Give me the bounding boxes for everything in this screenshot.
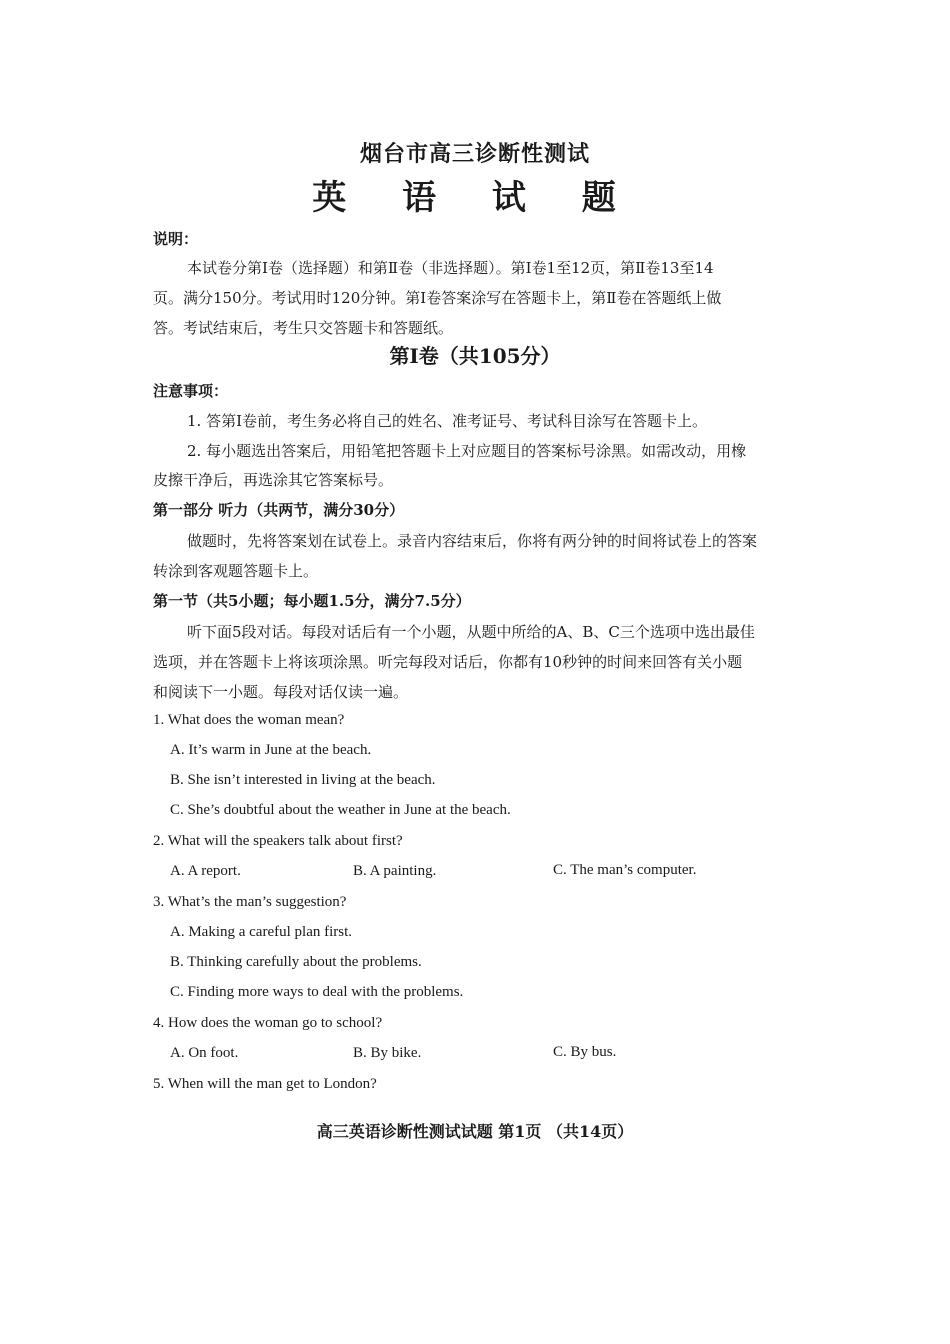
- notes-label: 注意事项：: [153, 382, 229, 400]
- listening-line-1: 做题时，先将答案划在试卷上。录音内容结束后，你将有两分钟的时间将试卷上的答案: [187, 532, 758, 550]
- intro-line-2: 页。满分150分。考试用时120分钟。第Ⅰ卷答案涂写在答题卡上，第Ⅱ卷在答题纸上做: [153, 289, 722, 307]
- listening-line-2: 转涂到客观题答题卡上。: [153, 562, 319, 580]
- listening-heading: 第一部分 听力（共两节，满分30分）: [153, 501, 405, 519]
- q1-option-a: A. It’s warm in June at the beach.: [170, 742, 372, 758]
- q3-option-b: B. Thinking carefully about the problems.: [170, 954, 422, 970]
- q3-option-a: A. Making a careful plan first.: [170, 924, 353, 940]
- page-footer: 高三英语诊断性测试试题 第1页 （共14页）: [316, 1122, 634, 1141]
- section1-line-1: 听下面5段对话。每段对话后有一个小题，从题中所给的A、B、C三个选项中选出最佳: [187, 623, 755, 641]
- q4-option-a: A. On foot.: [170, 1045, 239, 1061]
- q2-option-a: A. A report.: [170, 863, 241, 879]
- notes-line-1: 1. 答第Ⅰ卷前，考生务必将自己的姓名、准考证号、考试科目涂写在答题卡上。: [187, 412, 708, 430]
- question-1: 1. What does the woman mean?: [153, 712, 345, 728]
- question-5: 5. When will the man get to London?: [153, 1076, 377, 1092]
- q2-option-c: C. The man’s computer.: [553, 862, 697, 878]
- section1-line-2: 选项，并在答题卡上将该项涂黑。听完每段对话后，你都有10秒钟的时间来回答有关小题: [153, 653, 743, 671]
- exam-title: 烟台市高三诊断性测试: [359, 141, 590, 167]
- question-2: 2. What will the speakers talk about first?: [153, 833, 403, 849]
- section1-heading: 第一节（共5小题；每小题1.5分，满分7.5分）: [153, 592, 471, 610]
- intro-line-3: 答。考试结束后，考生只交答题卡和答题纸。: [153, 319, 454, 337]
- section1-line-3: 和阅读下一小题。每段对话仅读一遍。: [153, 683, 409, 701]
- q2-option-b: B. A painting.: [353, 863, 437, 879]
- notes-line-3: 皮擦干净后，再选涂其它答案标号。: [153, 471, 394, 489]
- question-3: 3. What’s the man’s suggestion?: [153, 894, 347, 910]
- part1-heading: 第Ⅰ卷（共105分）: [389, 344, 561, 368]
- q1-option-b: B. She isn’t interested in living at the beach.: [170, 772, 436, 788]
- intro-line-1: 本试卷分第Ⅰ卷（选择题）和第Ⅱ卷（非选择题）。第Ⅰ卷1至12页，第Ⅱ卷13至14: [187, 259, 714, 277]
- question-4: 4. How does the woman go to school?: [153, 1015, 383, 1031]
- intro-label: 说明：: [153, 230, 199, 248]
- q4-option-c: C. By bus.: [553, 1044, 617, 1060]
- q4-option-b: B. By bike.: [353, 1045, 422, 1061]
- notes-line-2: 2. 每小题选出答案后，用铅笔把答题卡上对应题目的答案标号涂黑。如需改动，用橡: [187, 442, 747, 460]
- q1-option-c: C. She’s doubtful about the weather in June at the beach.: [170, 802, 511, 818]
- subject-title: 英 语 试 题: [312, 178, 638, 218]
- q3-option-c: C. Finding more ways to deal with the problems.: [170, 984, 464, 1000]
